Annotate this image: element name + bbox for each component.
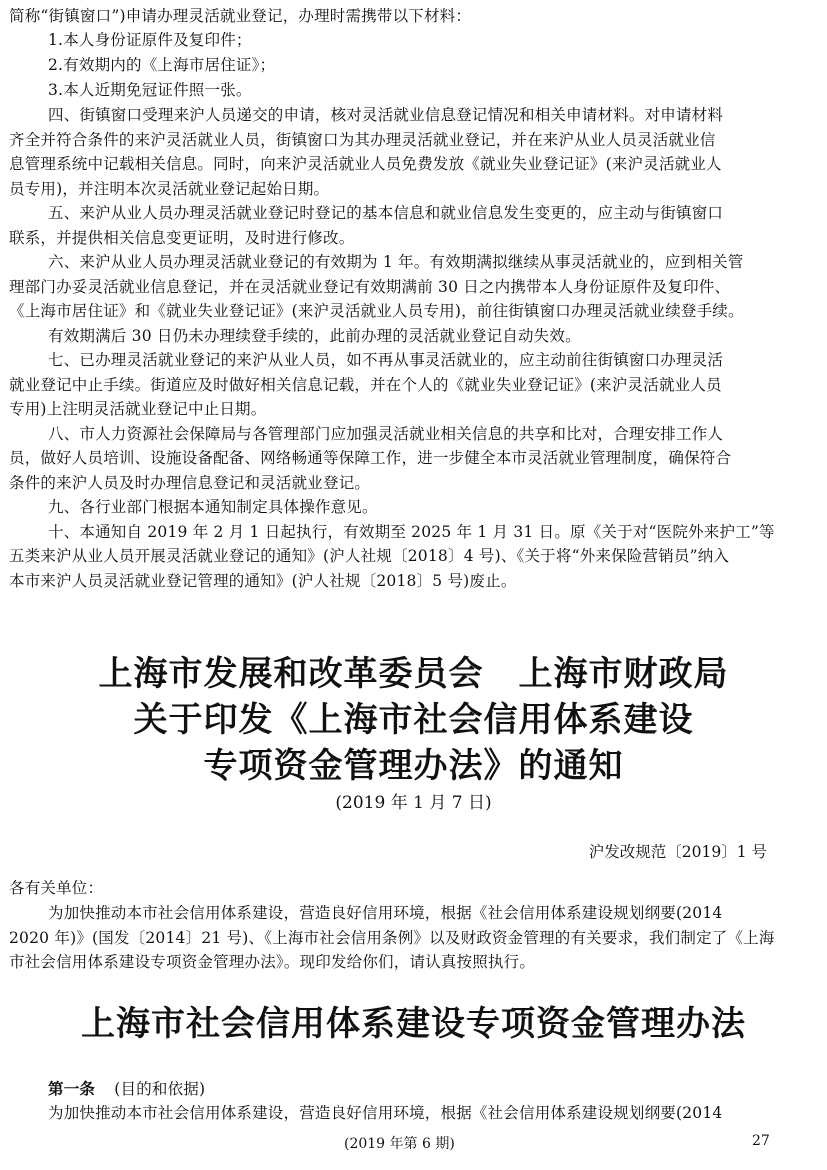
notice-title-line: 上海市发展和改革委员会 上海市财政局 <box>98 654 729 694</box>
page-number: 27 <box>752 1133 770 1149</box>
paragraph-line: 专用)上注明灵活就业登记中止日期。 <box>9 400 267 418</box>
notice-title-line: 关于印发《上海市社会信用体系建设 <box>133 700 694 740</box>
list-item: 2.有效期内的《上海市居住证》； <box>48 56 276 74</box>
notice-title-line: 专项资金管理办法》的通知 <box>203 746 624 786</box>
salutation: 各有关单位： <box>9 879 104 897</box>
article-number: 第一条 <box>48 1080 96 1098</box>
paragraph-line: 七、已办理灵活就业登记的来沪从业人员，如不再从事灵活就业的，应主动前往街镇窗口办理灵活 <box>48 351 724 369</box>
article-topic: (目的和依据) <box>114 1080 206 1098</box>
paragraph-line: 为加快推动本市社会信用体系建设，营造良好信用环境，根据《社会信用体系建设规划纲要(2014 <box>48 904 723 922</box>
paragraph-line: 五类来沪从业人员开展灵活就业登记的通知》(沪人社规〔2018〕4 号)、《关于将“外来保险营销员”纳入 <box>9 547 730 565</box>
list-item: 3.本人近期免冠证件照一张。 <box>48 81 252 99</box>
paragraph-line: 八、市人力资源社会保障局与各管理部门应加强灵活就业相关信息的共享和比对，合理安排工作人 <box>48 425 724 443</box>
issue-label: (2019 年第 6 期) <box>344 1136 455 1152</box>
paragraph-line: 员，做好人员培训、设施设备配备、网络畅通等保障工作，进一步健全本市灵活就业管理制度，确保符合 <box>9 449 732 467</box>
list-item: 1.本人身份证原件及复印件； <box>48 31 252 49</box>
paragraph-line: 简称“街镇窗口”)申请办理灵活就业登记，办理时需携带以下材料： <box>9 7 472 25</box>
paragraph-line: 《上海市居住证》和《就业失业登记证》(来沪灵活就业人员专用)，前往街镇窗口办理灵活就业续登手续。 <box>9 302 744 320</box>
paragraph-line: 本市来沪人员灵活就业登记管理的通知》(沪人社规〔2018〕5 号)废止。 <box>9 572 517 590</box>
paragraph-line: 息管理系统中记载相关信息。同时，向来沪灵活就业人员免费发放《就业失业登记证》(来沪灵活就业人 <box>9 155 722 173</box>
paragraph-line: 为加快推动本市社会信用体系建设，营造良好信用环境，根据《社会信用体系建设规划纲要(2014 <box>48 1104 723 1122</box>
paragraph-line: 理部门办妥灵活就业信息登记，并在灵活就业登记有效期满前 30 日之内携带本人身份证原件及复印件、 <box>9 278 731 296</box>
paragraph-line: 市社会信用体系建设专项资金管理办法》。现印发给你们，请认真按照执行。 <box>9 953 536 971</box>
paragraph-line: 四、街镇窗口受理来沪人员递交的申请，核对灵活就业信息登记情况和相关申请材料。对申请材料 <box>48 106 724 124</box>
paragraph-line: 五、来沪从业人员办理灵活就业登记时登记的基本信息和就业信息发生变更的，应主动与街镇窗口 <box>48 204 724 222</box>
notice-date: (2019 年 1 月 7 日) <box>335 793 492 813</box>
paragraph-line: 六、来沪从业人员办理灵活就业登记的有效期为 1 年。有效期满拟继续从事灵活就业的，应到相关管 <box>48 253 744 271</box>
paragraph-line: 九、各行业部门根据本通知制定具体操作意见。 <box>48 498 378 516</box>
paragraph-line: 十、本通知自 2019 年 2 月 1 日起执行，有效期至 2025 年 1 月 31 日。原《关于对“医院外来护工”等 <box>48 523 775 541</box>
paragraph-line: 2020 年)》(国发〔2014〕21 号)、《上海市社会信用条例》以及财政资金管理的有关要求，我们制定了《上海 <box>9 929 775 947</box>
paragraph-line: 有效期满后 30 日仍未办理续登手续的，此前办理的灵活就业登记自动失效。 <box>48 327 581 345</box>
paragraph-line: 联系，并提供相关信息变更证明，及时进行修改。 <box>9 229 355 247</box>
paragraph-line: 齐全并符合条件的来沪灵活就业人员，街镇窗口为其办理灵活就业登记，并在来沪从业人员灵活就业信 <box>9 131 716 149</box>
measures-title: 上海市社会信用体系建设专项资金管理办法 <box>81 1004 746 1044</box>
paragraph-line: 条件的来沪人员及时办理信息登记和灵活就业登记。 <box>9 474 371 492</box>
document-number: 沪发改规范〔2019〕1 号 <box>588 843 767 861</box>
article-heading <box>0 1077 827 1102</box>
paragraph-line: 就业登记中止手续。街道应及时做好相关信息记载，并在个人的《就业失业登记证》(来沪灵活就业人员 <box>9 376 722 394</box>
paragraph-line: 员专用)，并注明本次灵活就业登记起始日期。 <box>9 180 330 198</box>
